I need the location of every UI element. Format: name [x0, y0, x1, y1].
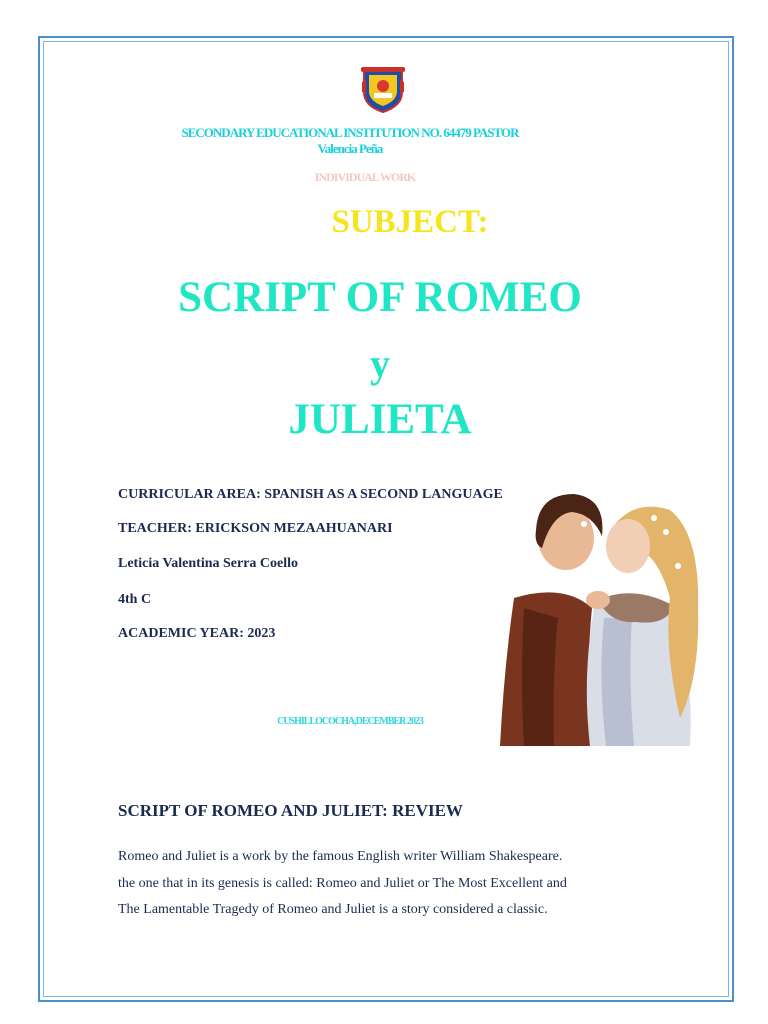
- teacher-name: TEACHER: ERICKSON MEZAAHUANARI: [118, 521, 393, 536]
- title-line-3: JULIETA: [288, 396, 472, 443]
- work-type-label: INDIVIDUAL WORK: [314, 170, 416, 184]
- institution-name-line2: Valencia Peña: [317, 141, 383, 156]
- review-line: Romeo and Juliet is a work by the famous English writer William Shakespeare.: [118, 849, 563, 864]
- institution-name: SECONDARY EDUCATIONAL INSTITUTION NO. 64479 PASTOR: [181, 125, 519, 140]
- review-line: The Lamentable Tragedy of Romeo and Juliet is a story considered a classic.: [118, 902, 548, 917]
- grade: 4th C: [118, 592, 152, 607]
- school-crest-icon: [360, 64, 406, 114]
- subject-label: SUBJECT:: [331, 204, 489, 240]
- student-name: Leticia Valentina Serra Coello: [118, 556, 299, 571]
- review-line: the one that in its genesis is called: Romeo and Juliet or The Most Excellent and: [118, 875, 567, 891]
- romeo-juliet-illustration: [494, 488, 700, 748]
- review-paragraph: [118, 844, 640, 924]
- title-line-1: SCRIPT OF ROMEO: [178, 274, 582, 321]
- curricular-area: CURRICULAR AREA: SPANISH AS A SECOND LANGUAGE: [118, 487, 503, 502]
- place-date: CUSHILLOCOCHA,DECEMBER 2023: [277, 716, 423, 727]
- review-heading: SCRIPT OF ROMEO AND JULIET: REVIEW: [118, 801, 463, 820]
- title-line-2: y: [370, 341, 390, 386]
- academic-year: ACADEMIC YEAR: 2023: [118, 626, 276, 641]
